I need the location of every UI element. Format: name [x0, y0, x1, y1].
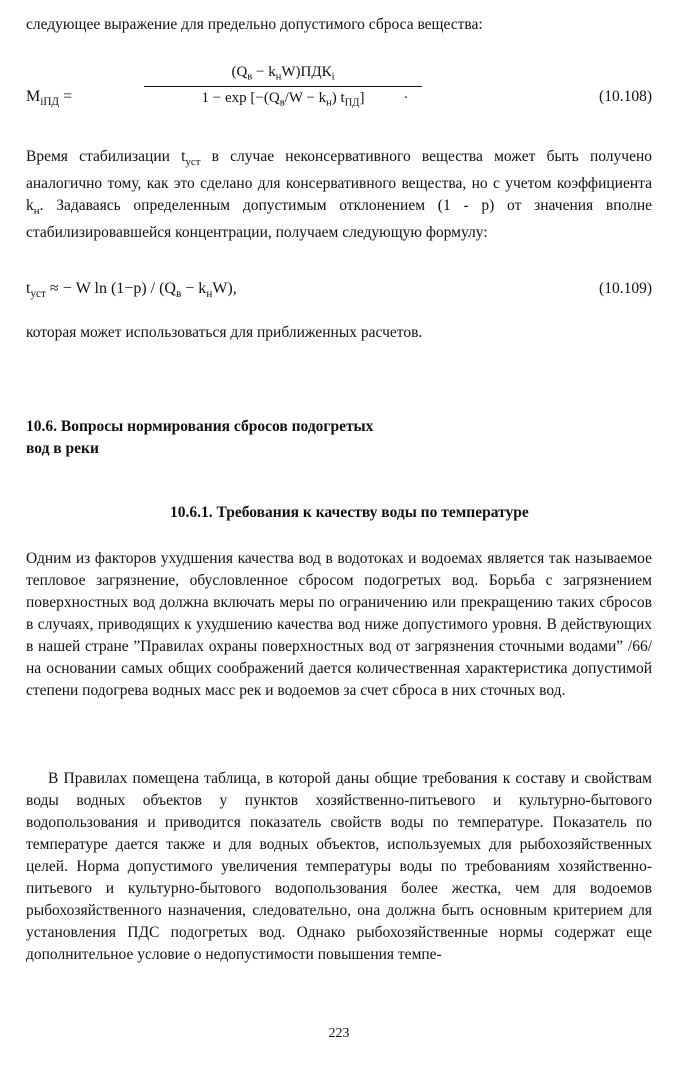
paragraph-usage: которая может использоваться для приближенных расчетов. [26, 324, 423, 341]
section-heading: 10.6. Вопросы нормирования сбросов подогретых вод в реки [26, 418, 374, 457]
formula-expression: $t_{уст}$ ≈ − W $\ln (1-p) / (Q_в - k_нW)$, [26, 280, 237, 300]
formula-fraction [138, 64, 428, 108]
formula-numerator: $(Q_в - k_нW)ПДК_i$ [231, 64, 335, 83]
formula-denominator: $1 - \exp [-(Q_в/W - k_н)$ $t_{ПД}$] [201, 89, 365, 109]
page-number: 223 [328, 1026, 350, 1041]
paragraph-stabilization: Время стабилизации $t_{уст}$ в случае неконсервативного вещества может быть получено аналогично тому, как это сделано для консервативного вещества, но с учетом коэффициента $k_н$. Задаваясь определенным допустимым отклонением (1 - p) от значения вполне стабилизировавшейся концентрации, получаем следующую формулу: [26, 148, 652, 241]
formula-10-109 [26, 280, 652, 306]
formula-lhs: $M_{iПД}$ = [26, 88, 73, 108]
paragraph-thermal-pollution: Одним из факторов ухудшения качества вод в водотоках и водоемах является так называемое тепловое загрязнение, обусловленное сбросом подогретых вод. Борьба с загрязнением поверхностных вод должна включать меры по ограничению или прекращению таких сбросов в случаях, приводящих к ухудшению качества вод ниже допустимого уровня. В действующих в нашей стране ”Правилах охраны поверхностных вод от загрязнения сточными водами” /66/ на основании самых общих соображений дается количественная характеристика допустимой степени подогрева водных масс рек и водоемов за счет сброса в них сточных вод. [26, 550, 652, 699]
intro-text: следующее выражение для предельно допустимого сброса вещества: [26, 16, 483, 33]
subsection-heading: 10.6.1. Требования к качеству воды по температуре [170, 504, 529, 521]
equation-number: (10.109) [599, 280, 652, 297]
formula-10-108 [26, 64, 652, 134]
formula-dot: . [404, 86, 408, 102]
equation-number: (10.108) [599, 88, 652, 105]
paragraph-rules: В Правилах помещена таблица, в которой даны общие требования к составу и свойствам воды водных объектов у пунктов хозяйственно-питьевого и культурно-бытового водопользования и приводится показатель свойств воды по температуре. Показатель по температуре дается также и для водных объектов, используемых для рыбохозяйственных целей. Норма допустимого увеличения температуры воды по требованиям хозяйственно-питьевого и культурно-бытового водопользования более жестка, чем для водоемов рыбохозяйственного назначения, следовательно, она должна быть основным критерием для установления ПДС подогретых вод. Однако рыбохозяйственные нормы содержат еще дополнительное условие о недопустимости повышения темпе- [26, 770, 652, 963]
